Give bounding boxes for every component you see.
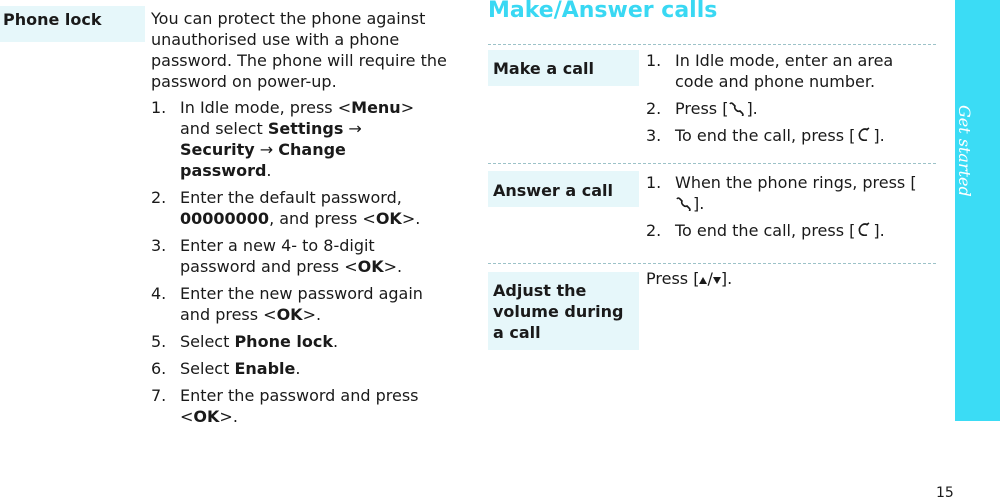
- step-text: Enter the new password again and press <OK>.: [180, 284, 423, 324]
- adjust-volume-text: Press [ / ].: [646, 269, 733, 288]
- step-number: 7.: [151, 386, 167, 405]
- make-call-label: [488, 50, 639, 86]
- answer-call-label: [488, 171, 639, 207]
- step-number: 1.: [646, 51, 662, 70]
- phone-lock-steps: [151, 97, 441, 427]
- step-item: [151, 187, 441, 229]
- step-text: Press [ ].: [675, 99, 758, 118]
- step-number: 2.: [646, 221, 662, 240]
- step-item: [151, 235, 441, 277]
- step-item: [151, 358, 441, 379]
- step-number: 4.: [151, 284, 167, 303]
- adjust-volume-label: [488, 272, 639, 350]
- page-number: 15: [936, 485, 954, 501]
- step-text: Enter a new 4- to 8-digit password and press <OK>.: [180, 236, 403, 276]
- end-key-icon: [855, 222, 873, 238]
- step-number: 2.: [151, 188, 167, 207]
- step-text: Select Enable.: [180, 359, 301, 378]
- step-number: 2.: [646, 99, 662, 118]
- send-key-icon: [675, 195, 693, 211]
- step-text: Enter the password and press <OK>.: [180, 386, 419, 426]
- phone-lock-intro: You can protect the phone against unauthorised use with a phone password. The phone will require the password on power-up.: [151, 9, 447, 91]
- answer-call-steps: [646, 172, 931, 241]
- step-number: 5.: [151, 332, 167, 351]
- section-title: Make/Answer calls: [488, 0, 718, 23]
- phone-lock-label: [0, 6, 145, 42]
- sidebar-text: Get started: [955, 105, 974, 197]
- phone-lock-label-text: Phone lock: [3, 10, 102, 29]
- step-number: 1.: [646, 173, 662, 192]
- step-item: [151, 283, 441, 325]
- step-text: Select Phone lock.: [180, 332, 339, 351]
- step-text: When the phone rings, press [].: [675, 173, 917, 213]
- sidebar-tab: [955, 0, 1000, 421]
- divider: [488, 163, 936, 164]
- make-call-label-text: Make a call: [493, 59, 594, 78]
- step-item: [646, 50, 931, 92]
- adjust-volume-label-text: Adjust the volume during a call: [493, 281, 624, 342]
- answer-call-label-text: Answer a call: [493, 181, 614, 200]
- step-number: 1.: [151, 98, 167, 117]
- step-item: [151, 331, 441, 352]
- divider: [488, 263, 936, 264]
- step-text: To end the call, press [ ].: [675, 221, 885, 240]
- end-key-icon: [855, 127, 873, 143]
- step-number: 3.: [646, 126, 662, 145]
- step-item: [151, 97, 441, 181]
- step-text: To end the call, press [ ].: [675, 126, 885, 145]
- step-text: Enter the default password, 00000000, and press <OK>.: [180, 188, 421, 228]
- step-item: [646, 220, 931, 241]
- step-number: 6.: [151, 359, 167, 378]
- send-key-icon: [728, 100, 746, 116]
- divider: [488, 44, 936, 45]
- step-item: [646, 98, 931, 119]
- step-item: [151, 385, 441, 427]
- step-text: In Idle mode, enter an area code and phone number.: [675, 51, 894, 91]
- step-item: [646, 125, 931, 146]
- make-call-steps: [646, 50, 931, 146]
- volume-down-icon: [713, 274, 721, 286]
- step-text: In Idle mode, press <Menu> and select Settings → Security → Change password.: [180, 98, 415, 180]
- step-number: 3.: [151, 236, 167, 255]
- step-item: [646, 172, 931, 214]
